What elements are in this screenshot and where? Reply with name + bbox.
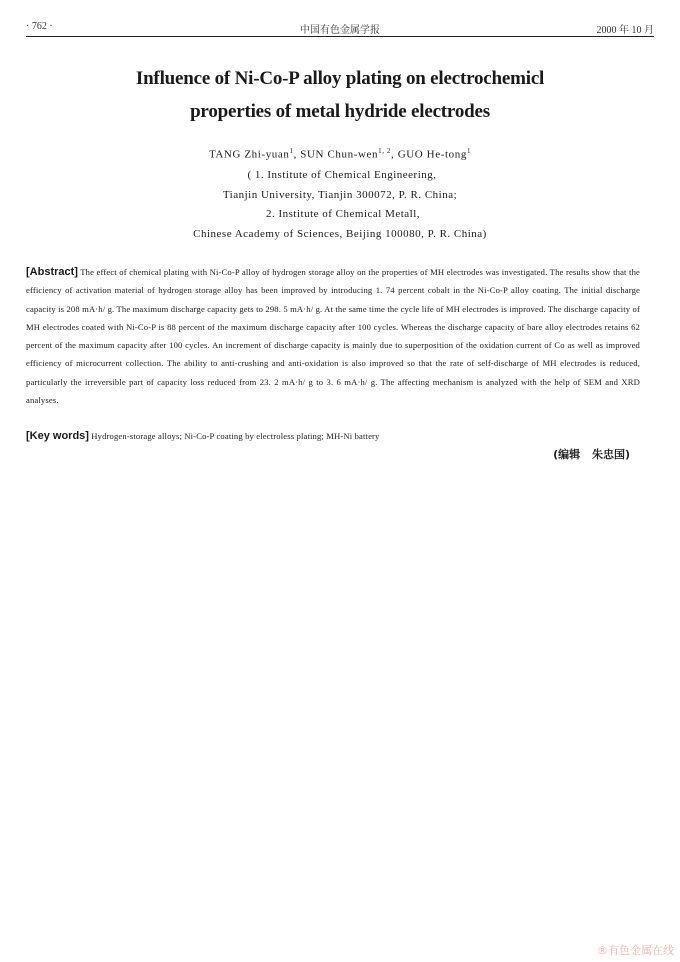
title-line-2: properties of metal hydride electrodes: [190, 101, 490, 122]
abstract-text: The effect of chemical plating with Ni-Co-P alloy of hydrogen storage alloy on the properties of MH electrodes was investigated. The results show that the efficiency of activation material of hydrogen storage alloy has been improved by introducing 1. 74 percent cobalt in the Ni-Co-P alloy coating. The initial discharge capacity is 208 mA·h/ g. The maximum discharge capacity gets to 298. 5 mA·h/ g. At the same time the cycle life of MH electrodes is improved. The discharge capacity of MH electrodes coated with Ni-Co-P is 88 percent of the maximum discharge capacity after 100 cycles. Whereas the discharge capacity of bare alloy electrodes retains 62 percent of the maximum capacity after 100 cycles. An increment of discharge capacity is mainly due to superposition of the oxidation current of Co as well as improved efficiency of microcurrent collection. The ability to anti-crushing and anti-oxidation is also improved so that the rate of self-discharge of MH electrodes is reduced, particularly the irreversible part of capacity loss reduced from 23. 2 mA·h/ g to 3. 6 mA·h/ g. The affecting mechanism is analyzed with the help of SEM and XRD analyses.: [26, 267, 640, 406]
author-name: TANG Zhi-yuan: [208, 148, 290, 161]
author-separator: ,: [391, 148, 398, 161]
keywords-text: Hydrogen-storage alloys; Ni-Co-P coating by electroless plating; MH-Ni battery: [91, 431, 380, 441]
affiliations: [0, 166, 680, 244]
abstract-label: [Abstract]: [26, 266, 78, 278]
running-header: [26, 18, 654, 37]
issue-date: 2000 年 10 月: [596, 25, 654, 36]
journal-name: 中国有色金属学报: [300, 25, 380, 36]
title-line-1: Influence of Ni-Co-P alloy plating on electrochemicl: [135, 68, 545, 89]
affiliation-line: Tianjin University, Tianjin 300072, P. R. China;: [222, 188, 458, 201]
keywords: [26, 428, 640, 444]
author-separator: ,: [293, 148, 301, 161]
watermark: ®有色金属在线: [597, 944, 674, 957]
affiliation-line: 2. Institute of Chemical Metall,: [265, 208, 421, 221]
author-list: [0, 147, 680, 161]
keywords-label: [Key words]: [26, 430, 89, 442]
affiliation-line: ( 1. Institute of Chemical Engineering,: [247, 169, 437, 181]
author-name: SUN Chun-wen: [300, 148, 379, 161]
paper-title: [20, 62, 660, 128]
author-name: GUO He-tong: [397, 148, 467, 161]
abstract: [26, 263, 640, 409]
author-affiliation-mark: 1: [466, 147, 472, 155]
affiliation-line: Chinese Academy of Sciences, Beijing 100080, P. R. China): [193, 227, 487, 240]
editor-note: (编辑 朱忠国): [553, 448, 630, 461]
page-number: · 762 ·: [26, 21, 53, 32]
author-affiliation-mark: 1: [289, 147, 294, 155]
author-affiliation-mark: 1, 2: [378, 147, 391, 155]
